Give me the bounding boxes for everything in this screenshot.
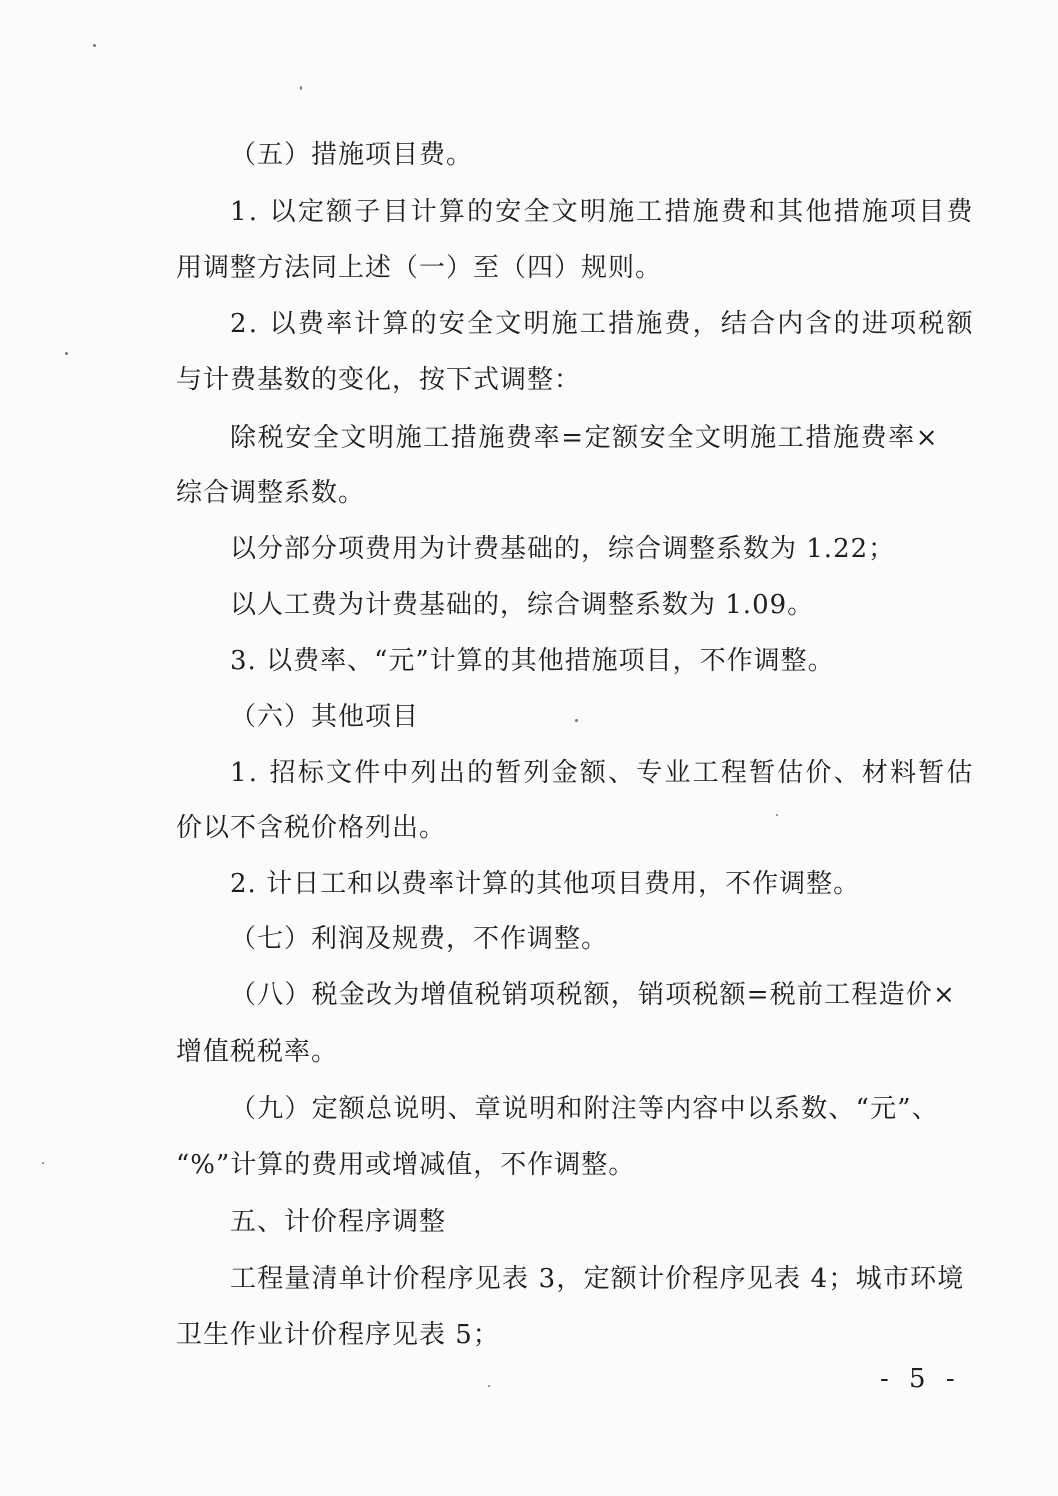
paragraph-line: （八）税金改为增值税销项税额，销项税额=税前工程造价× [230,980,956,1010]
paragraph-line: 1. 以定额子目计算的安全文明施工措施费和其他措施项目费 [230,197,975,227]
scan-speck [42,1162,44,1164]
subsection-heading-6: （六）其他项目 [230,702,420,732]
scan-speck [300,86,302,90]
scan-speck [488,1385,490,1387]
paragraph-line: 与计费基数的变化，按下式调整： [176,365,582,395]
paragraph-line: 工程量清单计价程序见表 3，定额计价程序见表 4；城市环境 [230,1264,965,1294]
paragraph-line: 增值税税率。 [176,1037,339,1067]
paragraph-line: 综合调整系数。 [176,478,366,508]
subsection-heading-5: （五）措施项目费。 [230,140,474,170]
scan-speck [65,352,68,355]
paragraph-line: 2. 计日工和以费率计算的其他项目费用，不作调整。 [230,869,861,899]
scan-speck [776,814,778,816]
formula-line: 除税安全文明施工措施费率=定额安全文明施工措施费率× [230,423,940,453]
paragraph-line: 卫生作业计价程序见表 5； [176,1320,500,1350]
paragraph-line: 用调整方法同上述（一）至（四）规则。 [176,253,663,283]
paragraph-line: 以分部分项费用为计费基础的，综合调整系数为 1.22； [230,534,896,564]
paragraph-line: （九）定额总说明、章说明和附注等内容中以系数、“元”、 [230,1094,939,1124]
paragraph-line: 3. 以费率、“元”计算的其他措施项目，不作调整。 [230,646,835,676]
scan-speck [575,719,578,722]
subsection-heading-7: （七）利润及规费，不作调整。 [230,924,609,954]
paragraph-line: 1. 招标文件中列出的暂列金额、专业工程暂估价、材料暂估 [230,758,975,788]
paragraph-line: 价以不含税价格列出。 [176,813,447,843]
paragraph-line: 2. 以费率计算的安全文明施工措施费，结合内含的进项税额 [230,309,975,339]
scan-speck [93,44,96,47]
section-heading-5: 五、计价程序调整 [230,1207,447,1237]
page-number: - 5 - [880,1364,961,1394]
paragraph-line: “%”计算的费用或增减值，不作调整。 [176,1150,636,1180]
paragraph-line: 以人工费为计费基础的，综合调整系数为 1.09。 [230,590,815,620]
